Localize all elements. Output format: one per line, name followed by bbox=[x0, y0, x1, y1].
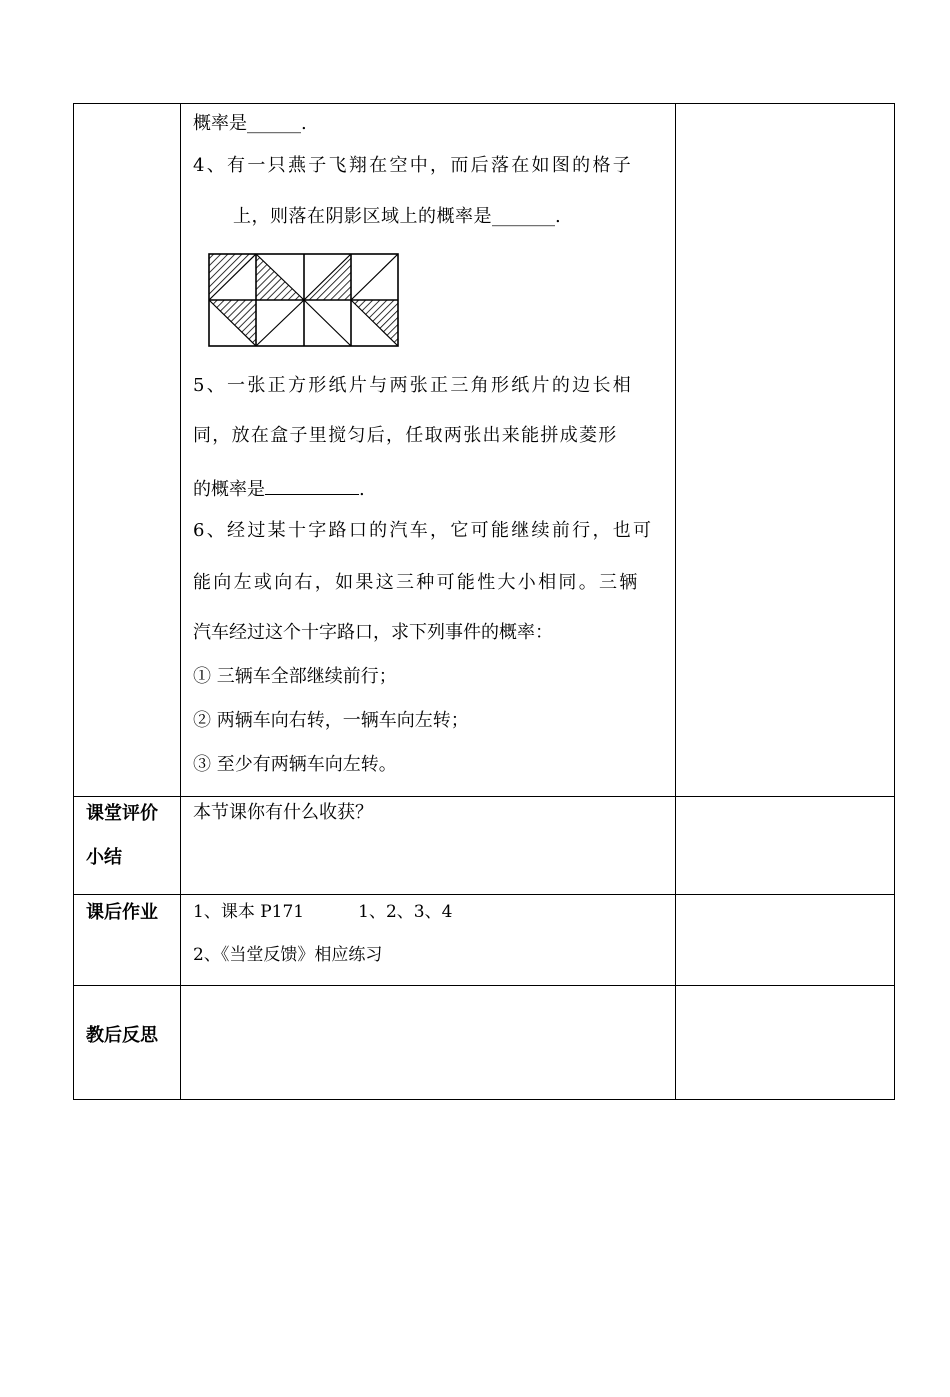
homework-row bbox=[74, 895, 895, 986]
homework-notes-cell bbox=[676, 895, 895, 986]
q4-line2-text: 上，则落在阴影区域上的概率是 bbox=[233, 206, 492, 227]
reflection-row bbox=[74, 986, 895, 1100]
summary-label-line2: 小结 bbox=[86, 847, 122, 868]
q6-item2: ② 两辆车向右转，一辆车向左转； bbox=[193, 710, 469, 731]
reflection-content-cell bbox=[181, 986, 676, 1100]
q3-tail-text: 概率是 bbox=[193, 113, 247, 134]
q3-tail-end: . bbox=[301, 113, 307, 134]
summary-label-cell bbox=[74, 797, 181, 895]
q3-answer-blank: ______ bbox=[247, 113, 301, 134]
q4-line2-end: . bbox=[555, 206, 561, 227]
q6-line1: 6、经过某十字路口的汽车，它可能继续前行，也可 bbox=[193, 520, 654, 541]
grid-figure bbox=[199, 247, 399, 357]
exercise-row bbox=[74, 104, 895, 797]
reflection-label-cell bbox=[74, 986, 181, 1100]
homework-line1: 1、课本 P171 1、2、3、4 bbox=[193, 902, 453, 922]
q4-line2 bbox=[233, 207, 561, 227]
q5-line1: 5、一张正方形纸片与两张正三角形纸片的边长相 bbox=[193, 375, 634, 396]
summary-label-line1: 课堂评价 bbox=[86, 803, 158, 824]
summary-content-cell bbox=[181, 797, 676, 895]
summary-text: 本节课你有什么收获？ bbox=[193, 802, 373, 823]
q5-line2: 同，放在盒子里搅匀后，任取两张出来能拼成菱形 bbox=[193, 425, 618, 446]
exercise-label-cell bbox=[74, 104, 181, 797]
q6-item1: ① 三辆车全部继续前行； bbox=[193, 666, 397, 687]
homework-label: 课后作业 bbox=[86, 902, 158, 923]
q5-line3-text: 的概率是 bbox=[193, 479, 265, 500]
q5-line3-end: . bbox=[359, 479, 365, 500]
q6-line3: 汽车经过这个十字路口，求下列事件的概率： bbox=[193, 622, 553, 643]
q6-item3: ③ 至少有两辆车向左转。 bbox=[193, 754, 397, 775]
homework-label-cell bbox=[74, 895, 181, 986]
lesson-table bbox=[73, 103, 895, 1100]
exercise-notes-cell bbox=[676, 104, 895, 797]
reflection-label: 教后反思 bbox=[86, 1024, 158, 1046]
homework-line2: 2、《当堂反馈》相应练习 bbox=[193, 945, 383, 965]
q4-line1: 4、有一只燕子飞翔在空中，而后落在如图的格子 bbox=[193, 155, 634, 176]
q5-line3 bbox=[193, 478, 365, 500]
homework-content-cell bbox=[181, 895, 676, 986]
exercise-content-cell bbox=[181, 104, 676, 797]
summary-notes-cell bbox=[676, 797, 895, 895]
q4-answer-blank: _______ bbox=[492, 206, 555, 227]
q3-tail bbox=[193, 114, 307, 134]
summary-row bbox=[74, 797, 895, 895]
reflection-notes-cell bbox=[676, 986, 895, 1100]
q5-answer-blank bbox=[265, 478, 359, 495]
q6-line2: 能向左或向右，如果这三种可能性大小相同。三辆 bbox=[193, 572, 640, 593]
